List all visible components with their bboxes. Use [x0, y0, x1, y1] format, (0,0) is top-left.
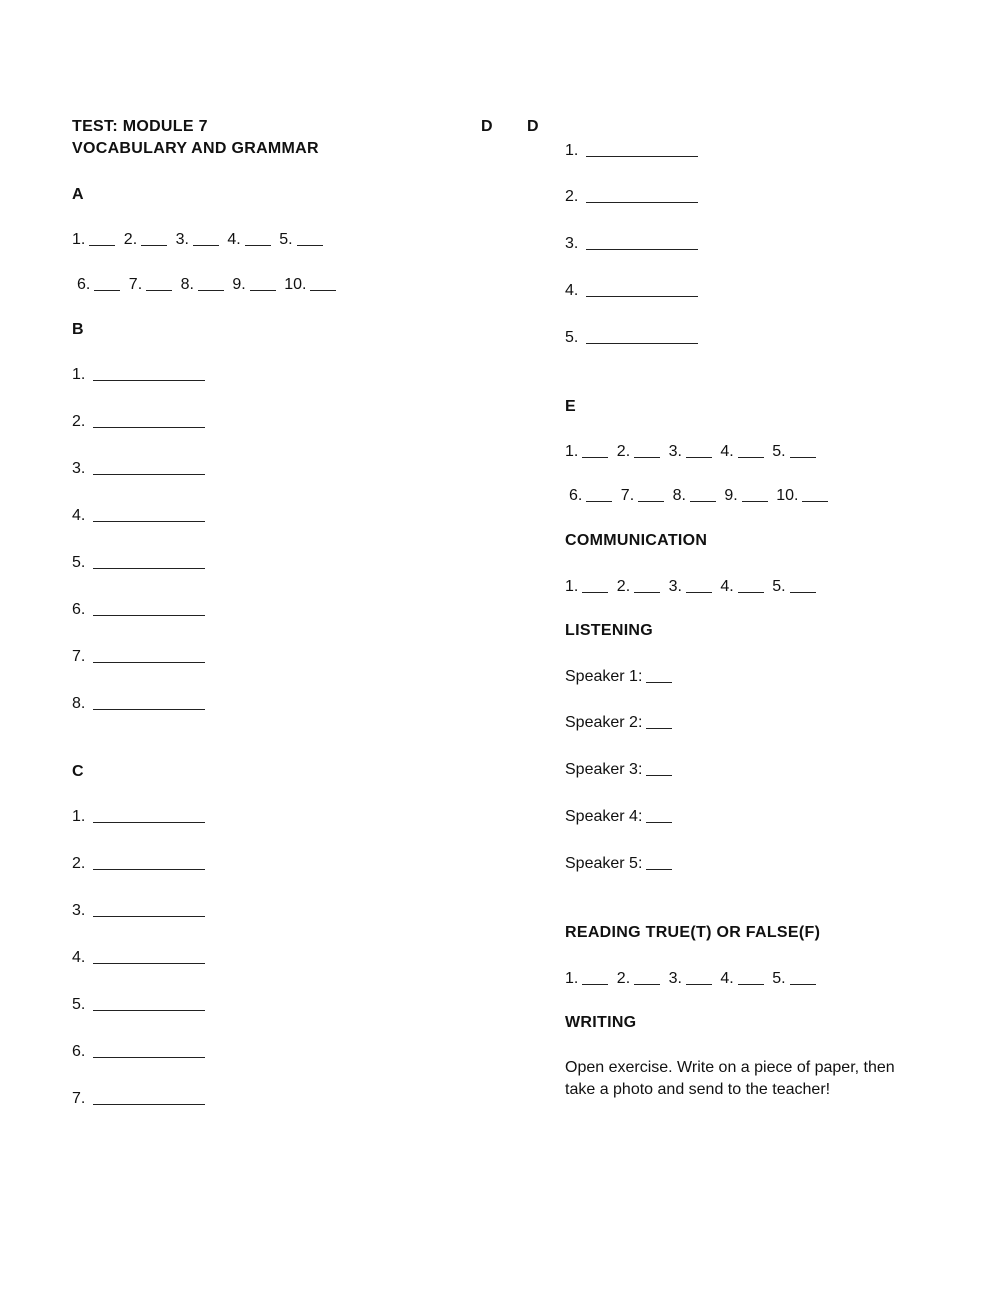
answer-line[interactable]	[93, 426, 205, 428]
item-number: 10.	[776, 487, 799, 504]
answer-blank[interactable]	[790, 456, 816, 458]
answer-blank[interactable]	[646, 774, 672, 776]
item-number: 4.	[72, 949, 86, 966]
section-b-label: B	[72, 321, 84, 338]
answer-blank[interactable]	[646, 681, 672, 683]
item-number: 7.	[128, 276, 143, 293]
section-c-item	[72, 996, 205, 1014]
answer-line[interactable]	[93, 379, 205, 381]
answer-line[interactable]	[93, 661, 205, 663]
section-b-item	[72, 554, 205, 572]
answer-blank[interactable]	[686, 456, 712, 458]
answer-line[interactable]	[93, 708, 205, 710]
answer-line[interactable]	[93, 1103, 205, 1105]
answer-blank[interactable]	[634, 983, 660, 985]
section-c-item	[72, 855, 205, 873]
item-number: 4.	[720, 578, 734, 595]
answer-line[interactable]	[93, 915, 205, 917]
item-number: 2.	[72, 413, 86, 430]
answer-line[interactable]	[93, 473, 205, 475]
listening-speaker	[565, 855, 672, 873]
item-number: 3.	[565, 235, 579, 252]
answer-blank[interactable]	[686, 591, 712, 593]
section-b-item	[72, 413, 205, 431]
section-c-item	[72, 1043, 205, 1061]
answer-line[interactable]	[93, 962, 205, 964]
speaker-label: Speaker 1:	[565, 668, 643, 685]
answer-blank[interactable]	[146, 289, 172, 291]
answer-line[interactable]	[586, 155, 698, 157]
item-number: 3.	[668, 970, 682, 987]
section-e-row-1	[565, 443, 816, 461]
writing-instructions: Open exercise. Write on a piece of paper, then take a photo and send to the teacher!	[565, 1059, 895, 1098]
item-number: 7.	[620, 487, 635, 504]
section-b-item	[72, 366, 205, 384]
section-d-item	[565, 188, 698, 206]
answer-blank[interactable]	[634, 456, 660, 458]
item-number: 10.	[284, 276, 307, 293]
item-number: 1.	[72, 366, 86, 383]
answer-blank[interactable]	[638, 500, 664, 502]
section-b-item	[72, 601, 205, 619]
answer-blank[interactable]	[790, 983, 816, 985]
section-e-label: E	[565, 398, 576, 415]
listening-label: LISTENING	[565, 622, 654, 639]
answer-blank[interactable]	[686, 983, 712, 985]
answer-blank[interactable]	[802, 500, 828, 502]
item-number: 6.	[77, 276, 91, 293]
answer-blank[interactable]	[245, 244, 271, 246]
answer-line[interactable]	[586, 248, 698, 250]
answer-blank[interactable]	[646, 868, 672, 870]
answer-blank[interactable]	[646, 821, 672, 823]
section-a-row-1	[72, 231, 323, 249]
item-number: 3.	[175, 231, 189, 248]
item-number: 4.	[720, 970, 734, 987]
item-number: 1.	[72, 231, 86, 248]
section-c-item	[72, 949, 205, 967]
item-number: 7.	[72, 1090, 86, 1107]
item-number: 4.	[227, 231, 241, 248]
answer-line[interactable]	[93, 614, 205, 616]
speaker-label: Speaker 5:	[565, 855, 643, 872]
item-number: 2.	[565, 188, 579, 205]
answer-line[interactable]	[93, 1009, 205, 1011]
answer-line[interactable]	[93, 567, 205, 569]
reading-row	[565, 970, 816, 988]
item-number: 2.	[123, 231, 138, 248]
item-number: 7.	[72, 648, 86, 665]
answer-blank[interactable]	[94, 289, 120, 291]
speaker-label: Speaker 2:	[565, 714, 643, 731]
answer-line[interactable]	[586, 342, 698, 344]
section-d-item	[565, 142, 698, 160]
answer-blank[interactable]	[250, 289, 276, 291]
communication-label: COMMUNICATION	[565, 532, 708, 549]
item-number: 5.	[279, 231, 293, 248]
item-number: 4.	[720, 443, 734, 460]
d-mark-1: D	[481, 118, 493, 135]
section-b-item	[72, 648, 205, 666]
item-number: 9.	[232, 276, 246, 293]
item-number: 5.	[72, 996, 86, 1013]
section-c-label: C	[72, 763, 84, 780]
answer-blank[interactable]	[738, 983, 764, 985]
listening-speaker	[565, 808, 672, 826]
item-number: 2.	[72, 855, 86, 872]
answer-blank[interactable]	[89, 244, 115, 246]
item-number: 8.	[180, 276, 194, 293]
answer-blank[interactable]	[738, 456, 764, 458]
item-number: 4.	[565, 282, 579, 299]
section-d-item	[565, 329, 698, 347]
section-c-item	[72, 808, 205, 826]
speaker-label: Speaker 4:	[565, 808, 643, 825]
item-number: 2.	[616, 578, 631, 595]
answer-blank[interactable]	[193, 244, 219, 246]
answer-blank[interactable]	[634, 591, 660, 593]
answer-blank[interactable]	[586, 500, 612, 502]
item-number: 6.	[569, 487, 583, 504]
item-number: 9.	[724, 487, 738, 504]
section-a-row-2	[77, 276, 336, 294]
item-number: 8.	[72, 695, 86, 712]
page-title: TEST: MODULE 7	[72, 118, 208, 135]
section-a-label: A	[72, 186, 84, 203]
answer-line[interactable]	[93, 1056, 205, 1058]
answer-blank[interactable]	[297, 244, 323, 246]
item-number: 1.	[565, 142, 579, 159]
section-b-item	[72, 507, 205, 525]
item-number: 2.	[616, 970, 631, 987]
page-subtitle: VOCABULARY AND GRAMMAR	[72, 140, 319, 157]
answer-line[interactable]	[93, 868, 205, 870]
item-number: 5.	[772, 578, 786, 595]
section-d-item	[565, 235, 698, 253]
section-b-item	[72, 695, 205, 713]
item-number: 5.	[772, 970, 786, 987]
speaker-label: Speaker 3:	[565, 761, 643, 778]
answer-line[interactable]	[93, 520, 205, 522]
item-number: 3.	[72, 902, 86, 919]
item-number: 6.	[72, 601, 86, 618]
item-number: 3.	[72, 460, 86, 477]
answer-line[interactable]	[93, 821, 205, 823]
answer-blank[interactable]	[582, 591, 608, 593]
answer-blank[interactable]	[310, 289, 336, 291]
answer-line[interactable]	[586, 201, 698, 203]
item-number: 2.	[616, 443, 631, 460]
answer-line[interactable]	[586, 295, 698, 297]
answer-blank[interactable]	[790, 591, 816, 593]
answer-blank[interactable]	[690, 500, 716, 502]
answer-blank[interactable]	[582, 456, 608, 458]
reading-label: READING TRUE(T) OR FALSE(F)	[565, 924, 821, 941]
d-mark-2: D	[527, 118, 539, 135]
item-number: 3.	[668, 578, 682, 595]
item-number: 8.	[672, 487, 686, 504]
listening-speaker	[565, 668, 672, 686]
communication-row	[565, 578, 816, 596]
answer-blank[interactable]	[646, 727, 672, 729]
answer-blank[interactable]	[198, 289, 224, 291]
answer-blank[interactable]	[742, 500, 768, 502]
item-number: 5.	[72, 554, 86, 571]
answer-blank[interactable]	[738, 591, 764, 593]
section-b-item	[72, 460, 205, 478]
item-number: 1.	[565, 443, 579, 460]
item-number: 1.	[565, 970, 579, 987]
item-number: 5.	[772, 443, 786, 460]
answer-blank[interactable]	[582, 983, 608, 985]
writing-label: WRITING	[565, 1014, 637, 1031]
answer-blank[interactable]	[141, 244, 167, 246]
item-number: 3.	[668, 443, 682, 460]
listening-speaker	[565, 714, 672, 732]
section-c-item	[72, 1090, 205, 1108]
item-number: 1.	[565, 578, 579, 595]
section-c-item	[72, 902, 205, 920]
item-number: 6.	[72, 1043, 86, 1060]
item-number: 1.	[72, 808, 86, 825]
section-e-row-2	[569, 487, 828, 505]
listening-speaker	[565, 761, 672, 779]
section-d-item	[565, 282, 698, 300]
item-number: 4.	[72, 507, 86, 524]
item-number: 5.	[565, 329, 579, 346]
